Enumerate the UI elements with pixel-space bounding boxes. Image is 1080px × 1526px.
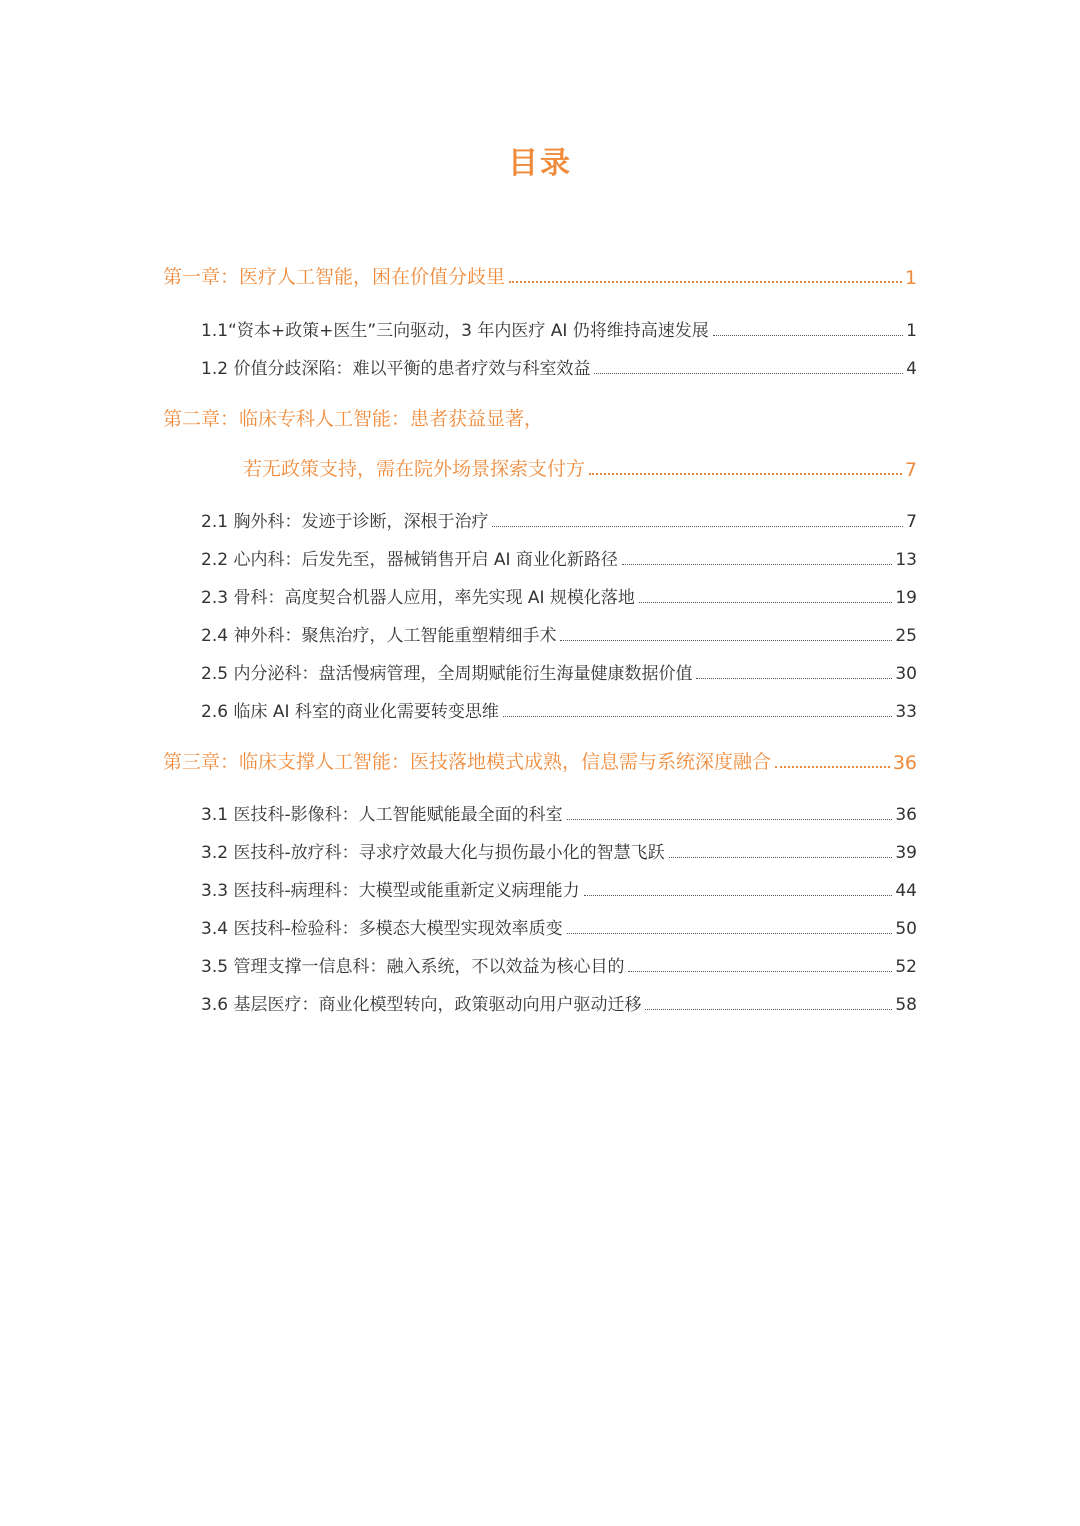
page-number: 39 bbox=[895, 843, 917, 863]
page-number: 30 bbox=[895, 664, 917, 684]
dot-leader bbox=[567, 819, 893, 820]
section-label: 3.5 管理支撑一信息科：融入系统，不以效益为核心目的 bbox=[201, 957, 625, 977]
dot-leader bbox=[628, 971, 892, 972]
dot-leader bbox=[622, 564, 892, 565]
page-number: 19 bbox=[895, 588, 917, 608]
page-number: 50 bbox=[895, 919, 917, 939]
toc-section-1-2[interactable] bbox=[201, 354, 917, 379]
chapter-label: 第三章：临床支撑人工智能：医技落地模式成熟，信息需与系统深度融合 bbox=[163, 751, 772, 773]
dot-leader bbox=[503, 716, 892, 717]
dot-leader bbox=[594, 373, 903, 374]
section-label: 2.5 内分泌科：盘活慢病管理，全周期赋能衍生海量健康数据价值 bbox=[201, 664, 693, 684]
toc-chapter-1[interactable] bbox=[163, 262, 917, 289]
section-label: 2.4 神外科：聚焦治疗，人工智能重塑精细手术 bbox=[201, 626, 557, 646]
dot-leader bbox=[775, 766, 890, 768]
section-label: 2.1 胸外科：发迹于诊断，深根于治疗 bbox=[201, 512, 489, 532]
page-number: 33 bbox=[895, 702, 917, 722]
page-number: 4 bbox=[906, 359, 917, 379]
dot-leader bbox=[560, 640, 892, 641]
toc-title: 目录 bbox=[508, 146, 572, 181]
toc-chapter-2-line1[interactable]: 第二章：临床专科人工智能：患者获益显著， bbox=[163, 408, 544, 430]
page-number: 58 bbox=[895, 995, 917, 1015]
dot-leader bbox=[567, 933, 893, 934]
toc-section-3-6[interactable] bbox=[201, 990, 917, 1015]
dot-leader bbox=[589, 473, 902, 475]
section-label: 3.6 基层医疗：商业化模型转向，政策驱动向用户驱动迁移 bbox=[201, 995, 642, 1015]
chapter-label: 第一章：医疗人工智能，困在价值分歧里 bbox=[163, 266, 506, 288]
dot-leader bbox=[713, 335, 903, 336]
section-label: 3.3 医技科-病理科：大模型或能重新定义病理能力 bbox=[201, 881, 580, 901]
section-label: 2.6 临床 AI 科室的商业化需要转变思维 bbox=[201, 702, 499, 722]
toc-section-3-1[interactable] bbox=[201, 800, 917, 825]
dot-leader bbox=[696, 678, 892, 679]
toc-section-2-2[interactable] bbox=[201, 545, 917, 570]
toc-section-1-1[interactable] bbox=[201, 316, 917, 341]
toc-section-2-5[interactable] bbox=[201, 659, 917, 684]
page-number: 25 bbox=[895, 626, 917, 646]
section-label: 3.4 医技科-检验科：多模态大模型实现效率质变 bbox=[201, 919, 563, 939]
page-number: 36 bbox=[895, 805, 917, 825]
dot-leader bbox=[645, 1009, 892, 1010]
toc-section-2-3[interactable] bbox=[201, 583, 917, 608]
toc-section-3-5[interactable] bbox=[201, 952, 917, 977]
section-label: 3.1 医技科-影像科：人工智能赋能最全面的科室 bbox=[201, 805, 563, 825]
toc-chapter-3[interactable] bbox=[163, 747, 917, 774]
dot-leader bbox=[584, 895, 893, 896]
section-label: 2.2 心内科：后发先至，器械销售开启 AI 商业化新路径 bbox=[201, 550, 618, 570]
section-label: 2.3 骨科：高度契合机器人应用，率先实现 AI 规模化落地 bbox=[201, 588, 635, 608]
toc-section-2-6[interactable] bbox=[201, 697, 917, 722]
dot-leader bbox=[509, 281, 902, 283]
page-number: 1 bbox=[906, 321, 917, 341]
section-label: 1.2 价值分歧深陷：难以平衡的患者疗效与科室效益 bbox=[201, 359, 591, 379]
page-number: 52 bbox=[895, 957, 917, 977]
section-label: 3.2 医技科-放疗科：寻求疗效最大化与损伤最小化的智慧飞跃 bbox=[201, 843, 665, 863]
toc-section-3-4[interactable] bbox=[201, 914, 917, 939]
toc-chapter-2[interactable] bbox=[243, 454, 917, 481]
toc-section-2-1[interactable] bbox=[201, 507, 917, 532]
toc-section-3-2[interactable] bbox=[201, 838, 917, 863]
page-number: 44 bbox=[895, 881, 917, 901]
section-label: 1.1“资本+政策+医生”三向驱动，3 年内医疗 AI 仍将维持高速发展 bbox=[201, 321, 709, 341]
page-number: 7 bbox=[904, 459, 917, 481]
dot-leader bbox=[639, 602, 892, 603]
page-number: 36 bbox=[892, 752, 917, 774]
dot-leader bbox=[492, 526, 903, 527]
page-number: 1 bbox=[904, 267, 917, 289]
toc-section-3-3[interactable] bbox=[201, 876, 917, 901]
dot-leader bbox=[669, 857, 893, 858]
chapter-label: 若无政策支持，需在院外场景探索支付方 bbox=[243, 458, 586, 480]
page-number: 7 bbox=[906, 512, 917, 532]
toc-section-2-4[interactable] bbox=[201, 621, 917, 646]
page-number: 13 bbox=[895, 550, 917, 570]
